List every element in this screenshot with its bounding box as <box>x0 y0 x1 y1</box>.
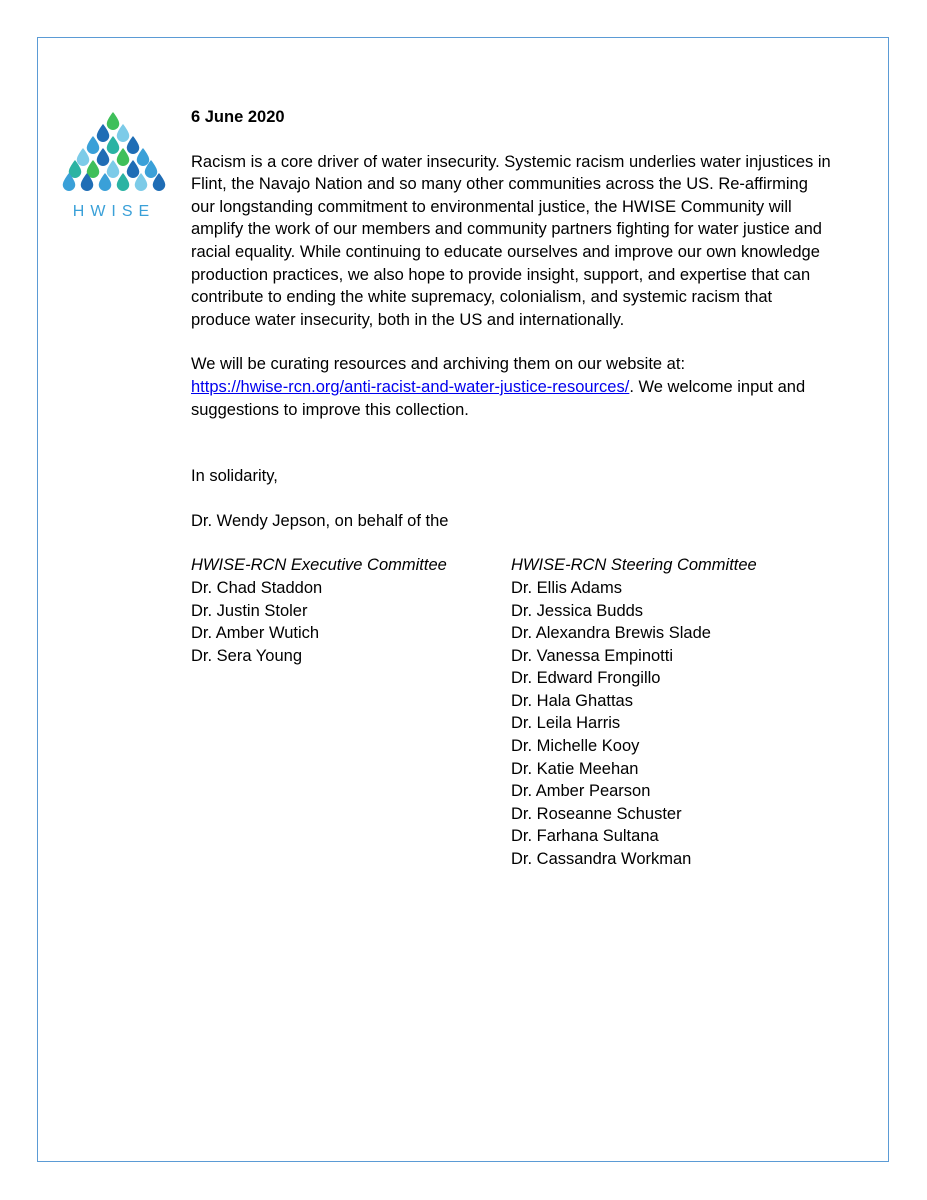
resources-link[interactable]: https://hwise-rcn.org/anti-racist-and-water-justice-resources/ <box>191 377 630 396</box>
letter-date: 6 June 2020 <box>191 108 285 126</box>
steering-committee-title: HWISE-RCN Steering Committee <box>511 556 757 575</box>
list-item: Dr. Alexandra Brewis Slade <box>511 624 711 643</box>
hwise-logo <box>58 112 170 224</box>
resources-after-link: . We welcome input and suggestions to improve this collection. <box>191 377 806 419</box>
water-drops-icon <box>58 112 170 224</box>
list-item: Dr. Amber Pearson <box>511 782 651 801</box>
closing: In solidarity, <box>191 467 278 486</box>
list-item: Dr. Justin Stoler <box>191 601 308 620</box>
list-item: Dr. Sera Young <box>191 646 303 665</box>
list-item: Dr. Hala Ghattas <box>511 691 633 710</box>
list-item: Dr. Katie Meehan <box>511 759 639 778</box>
letter-body <box>191 106 831 871</box>
list-item: Dr. Farhana Sultana <box>511 827 659 846</box>
steering-committee <box>511 554 831 870</box>
list-item: Dr. Amber Wutich <box>191 624 320 643</box>
list-item: Dr. Leila Harris <box>511 714 621 733</box>
logo-wordmark: HWISE <box>72 203 156 220</box>
list-item: Dr. Cassandra Workman <box>511 850 692 869</box>
paragraph-racism: Racism is a core driver of water insecurity. Systemic racism underlies water injustices in Flint, the Navajo Nation and so many other communities across the US. Re-affirming our longstanding commitment to environmental justice, the HWISE Community will amplify the work of our members and community partners fighting for water justice and racial equality. While continuing to educate ourselves and improve our own knowledge production practices, we also hope to provide insight, support, and expertise that can contribute to ending the white supremacy, colonialism, and systemic racism that produce water insecurity, both in the US and internationally. <box>191 152 831 329</box>
signer-line: Dr. Wendy Jepson, on behalf of the <box>191 511 449 530</box>
committees <box>191 554 831 870</box>
list-item: Dr. Michelle Kooy <box>511 737 640 756</box>
list-item: Dr. Vanessa Empinotti <box>511 646 674 665</box>
list-item: Dr. Chad Staddon <box>191 578 323 597</box>
list-item: Dr. Jessica Budds <box>511 601 644 620</box>
executive-committee <box>191 554 511 870</box>
executive-committee-title: HWISE-RCN Executive Committee <box>191 556 447 575</box>
paragraph-resources <box>191 353 831 421</box>
list-item: Dr. Ellis Adams <box>511 578 622 597</box>
list-item: Dr. Roseanne Schuster <box>511 804 682 823</box>
list-item: Dr. Edward Frongillo <box>511 669 661 688</box>
resources-intro: We will be curating resources and archiving them on our website at: <box>191 355 686 374</box>
